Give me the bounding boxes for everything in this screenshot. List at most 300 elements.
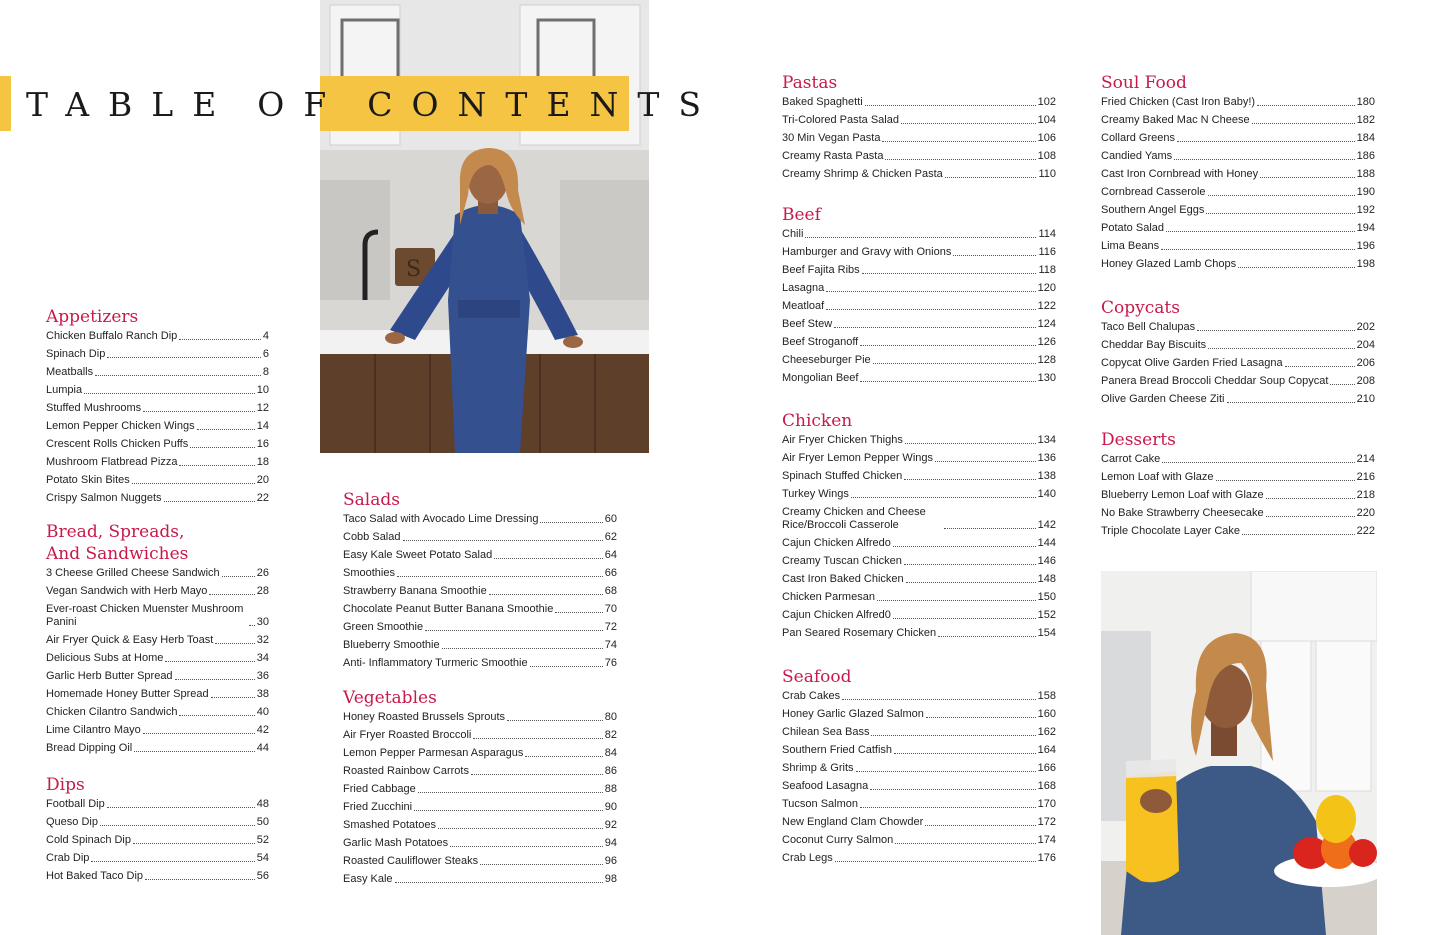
toc-entry[interactable] [46,798,269,811]
section-vegetables [343,687,617,891]
toc-entry-title: Hamburger and Gravy with Onions [782,246,952,258]
dot-leader [882,141,1035,142]
toc-entry-title: Cajun Chicken Alfred0 [782,609,891,621]
toc-entry[interactable] [782,318,1056,331]
toc-entry[interactable] [782,573,1056,586]
toc-entry[interactable] [782,852,1056,865]
toc-entry[interactable] [46,402,269,415]
toc-entry[interactable] [343,603,617,616]
toc-entry-page: 222 [1356,525,1375,537]
toc-entry[interactable] [343,837,617,850]
toc-entry[interactable] [343,729,617,742]
toc-entry-title: Easy Kale Sweet Potato Salad [343,549,493,561]
toc-entry-page: 92 [604,819,617,831]
dot-leader [132,483,255,484]
toc-entry-title: Cheeseburger Pie [782,354,871,366]
toc-entry[interactable] [343,855,617,868]
toc-entry-page: 206 [1356,357,1375,369]
toc-entry-title: Chicken Parmesan [782,591,875,603]
dot-leader [525,756,602,757]
dot-leader [1242,534,1355,535]
toc-entry-page: 98 [604,873,617,885]
toc-entry-page: 30 [256,616,269,628]
toc-entry-title: Crescent Rolls Chicken Puffs [46,438,189,450]
toc-entry-title: Cobb Salad [343,531,401,543]
dot-leader [871,735,1035,736]
toc-entry[interactable] [782,470,1056,483]
toc-entry[interactable] [782,354,1056,367]
toc-entry[interactable] [1101,471,1375,484]
toc-entry[interactable] [782,708,1056,721]
toc-entry-page: 142 [1037,519,1056,531]
toc-entry-title: Creamy Chicken and Cheese Rice/Broccoli Casserole [782,506,926,531]
toc-entry-page: 26 [256,567,269,579]
toc-entry[interactable] [782,246,1056,259]
dot-leader [925,825,1035,826]
toc-entry-page: 218 [1356,489,1375,501]
dot-leader [895,843,1035,844]
toc-entry-title: Creamy Tuscan Chicken [782,555,902,567]
toc-entry-title: Panera Bread Broccoli Cheddar Soup Copycat [1101,375,1329,387]
toc-entry[interactable] [46,330,269,343]
toc-entry-page: 146 [1037,555,1056,567]
toc-entry-title: Meatloaf [782,300,825,312]
toc-entry-page: 90 [604,801,617,813]
toc-entry[interactable] [1101,168,1375,181]
toc-entry[interactable] [1101,114,1375,127]
toc-entry-page: 82 [604,729,617,741]
toc-entry-page: 80 [604,711,617,723]
toc-entry[interactable] [46,706,269,719]
toc-entry-page: 116 [1038,246,1056,258]
toc-entry[interactable] [343,639,617,652]
dot-leader [179,715,254,716]
section-dips [46,774,269,888]
toc-entry[interactable] [1101,240,1375,253]
toc-entry-title: Chocolate Peanut Butter Banana Smoothie [343,603,554,615]
toc-entry-page: 144 [1037,537,1056,549]
title-word-table: TABLE [26,85,236,124]
toc-entry-title: Football Dip [46,798,105,810]
dot-leader [877,600,1036,601]
toc-entry[interactable] [46,634,269,647]
toc-entry[interactable] [46,816,269,829]
toc-entry-page: 50 [256,816,269,828]
toc-entry-title: Candied Yams [1101,150,1173,162]
toc-entry-page: 128 [1037,354,1056,366]
toc-entry[interactable] [343,513,617,526]
section-appetizers [46,306,269,510]
toc-entry[interactable] [782,488,1056,501]
toc-entry[interactable] [782,591,1056,604]
toc-entry-page: 214 [1356,453,1375,465]
dot-leader [1177,141,1355,142]
dot-leader [860,345,1035,346]
toc-entry-page: 4 [262,330,269,342]
toc-entry[interactable] [782,300,1056,313]
toc-entry-title: Mushroom Flatbread Pizza [46,456,178,468]
dot-leader [860,381,1035,382]
toc-entry-title: No Bake Strawberry Cheesecake [1101,507,1264,519]
toc-entry[interactable] [46,420,269,433]
toc-entry[interactable] [782,726,1056,739]
toc-entry-title: Lemon Loaf with Glaze [1101,471,1214,483]
dot-leader [805,237,1036,238]
toc-entry-page: 124 [1037,318,1056,330]
toc-entry-page: 196 [1356,240,1375,252]
dot-leader [904,479,1035,480]
toc-entry-title: Southern Angel Eggs [1101,204,1205,216]
toc-entry-page: 22 [256,492,269,504]
toc-entry-title: Fried Cabbage [343,783,416,795]
section-chicken [782,410,1056,645]
toc-entry[interactable] [343,567,617,580]
page-title [26,80,720,130]
section-title-pastas: Pastas [782,73,838,93]
toc-entry-page: 94 [604,837,617,849]
toc-entry-page: 114 [1038,228,1056,240]
toc-entry-title: Delicious Subs at Home [46,652,164,664]
toc-entry-title: Lima Beans [1101,240,1160,252]
toc-entry[interactable] [782,762,1056,775]
toc-entry-title: Tucson Salmon [782,798,859,810]
toc-entry-title: Carrot Cake [1101,453,1161,465]
dot-leader [906,582,1036,583]
toc-entry-title: Ever-roast Chicken Muenster Mushroom Panini [46,603,244,628]
dot-leader [1208,195,1355,196]
dot-leader [480,864,603,865]
toc-entry[interactable] [782,372,1056,385]
dot-leader [489,594,603,595]
toc-entry-page: 188 [1356,168,1375,180]
dot-leader [414,810,603,811]
section-title-copycats: Copycats [1101,298,1180,318]
toc-entry-page: 216 [1356,471,1375,483]
toc-entry-page: 70 [604,603,617,615]
toc-entry-page: 108 [1037,150,1056,162]
toc-entry[interactable] [782,96,1056,109]
toc-entry-page: 192 [1356,204,1375,216]
toc-entry[interactable] [1101,132,1375,145]
toc-entry-title: Lemon Pepper Chicken Wings [46,420,195,432]
dot-leader [403,540,603,541]
chef-photo-kitchen [320,0,649,453]
toc-entry[interactable] [46,670,269,683]
toc-entry-title: Air Fryer Lemon Pepper Wings [782,452,933,464]
toc-entry-title: Garlic Mash Potatoes [343,837,449,849]
toc-entry-page: 148 [1037,573,1056,585]
dot-leader [507,720,603,721]
dot-leader [885,159,1035,160]
toc-entry[interactable] [46,438,269,451]
chef-photo-orange-juice-art [1101,571,1377,935]
toc-entry-page: 76 [604,657,617,669]
chef-photo-kitchen-art [320,0,649,453]
section-beef [782,204,1056,390]
section-title-desserts: Desserts [1101,430,1176,450]
toc-entry[interactable] [1101,375,1375,388]
toc-entry[interactable] [1101,453,1375,466]
toc-entry-page: 138 [1037,470,1056,482]
toc-entry-page: 182 [1356,114,1375,126]
toc-entry[interactable] [46,585,269,598]
toc-entry[interactable] [782,506,1056,532]
dot-leader [107,357,261,358]
dot-leader [197,429,255,430]
toc-entry-title: Southern Fried Catfish [782,744,893,756]
toc-entry[interactable] [343,531,617,544]
toc-entry[interactable] [1101,96,1375,109]
toc-entry-page: 18 [256,456,269,468]
dot-leader [438,828,603,829]
toc-entry[interactable] [782,114,1056,127]
toc-entry-title: Collard Greens [1101,132,1175,144]
dot-leader [1206,213,1354,214]
dot-leader [473,738,602,739]
toc-entry[interactable] [46,688,269,701]
toc-entry[interactable] [782,168,1056,181]
toc-entry-page: 14 [256,420,269,432]
toc-entry[interactable] [1101,222,1375,235]
toc-entry[interactable] [1101,258,1375,271]
dot-leader [865,105,1036,106]
toc-entry[interactable] [1101,525,1375,538]
toc-entry-page: 130 [1037,372,1056,384]
toc-entry[interactable] [343,585,617,598]
toc-entry[interactable] [46,474,269,487]
toc-entry[interactable] [782,282,1056,295]
toc-entry-title: Cheddar Bay Biscuits [1101,339,1207,351]
dot-leader [145,879,255,880]
toc-entry-title: Lasagna [782,282,825,294]
toc-entry[interactable] [1101,150,1375,163]
toc-entry[interactable] [782,336,1056,349]
toc-entry-title: Stuffed Mushrooms [46,402,142,414]
dot-leader [215,643,254,644]
dot-leader [442,648,603,649]
toc-entry[interactable] [46,724,269,737]
toc-entry-page: 194 [1356,222,1375,234]
toc-entry[interactable] [1101,339,1375,352]
toc-entry-page: 16 [256,438,269,450]
toc-entry[interactable] [343,657,617,670]
dot-leader [905,443,1036,444]
toc-entry-title: Olive Garden Cheese Ziti [1101,393,1225,405]
toc-entry-page: 152 [1037,609,1056,621]
dot-leader [1161,249,1355,250]
toc-entry-title: Beef Stroganoff [782,336,859,348]
toc-entry[interactable] [46,603,269,629]
toc-entry-page: 28 [256,585,269,597]
toc-entry-title: Air Fryer Chicken Thighs [782,434,903,446]
toc-entry[interactable] [343,765,617,778]
section-bread-spreads-sandwiches [46,521,269,760]
toc-entry[interactable] [46,852,269,865]
toc-entry-title: Meatballs [46,366,94,378]
toc-entry[interactable] [782,555,1056,568]
toc-entry-page: 86 [604,765,617,777]
toc-entry-page: 140 [1037,488,1056,500]
toc-entry-title: Chicken Buffalo Ranch Dip [46,330,178,342]
toc-entry-title: Tri-Colored Pasta Salad [782,114,899,126]
toc-entry[interactable] [343,549,617,562]
section-title-beef: Beef [782,205,821,225]
dot-leader [222,576,255,577]
toc-entry-page: 168 [1037,780,1056,792]
dot-leader [395,882,603,883]
dot-leader [107,807,255,808]
toc-entry-page: 172 [1037,816,1056,828]
toc-entry[interactable] [343,801,617,814]
toc-entry-title: Anti- Inflammatory Turmeric Smoothie [343,657,528,669]
toc-entry-title: Turkey Wings [782,488,849,500]
toc-entry[interactable] [782,627,1056,640]
toc-entry-page: 32 [256,634,269,646]
toc-entry[interactable] [782,228,1056,241]
toc-entry-page: 160 [1037,708,1056,720]
toc-entry-title: Blueberry Smoothie [343,639,440,651]
toc-entry[interactable] [782,834,1056,847]
toc-entry[interactable] [343,747,617,760]
dot-leader [425,630,603,631]
toc-entry-title: Crab Dip [46,852,90,864]
dot-leader [190,447,255,448]
toc-entry[interactable] [1101,204,1375,217]
toc-entry-title: Roasted Cauliflower Steaks [343,855,479,867]
toc-entry[interactable] [782,537,1056,550]
dot-leader [945,177,1037,178]
toc-entry-page: 204 [1356,339,1375,351]
toc-entry-page: 74 [604,639,617,651]
toc-entry[interactable] [46,567,269,580]
dot-leader [842,699,1036,700]
toc-entry-page: 44 [256,742,269,754]
toc-entry-title: Creamy Rasta Pasta [782,150,884,162]
toc-entry[interactable] [1101,489,1375,502]
toc-entry[interactable] [782,132,1056,145]
toc-entry[interactable] [1101,357,1375,370]
toc-entry-page: 62 [604,531,617,543]
toc-entry[interactable] [782,434,1056,447]
toc-entry-title: Coconut Curry Salmon [782,834,894,846]
toc-entry[interactable] [1101,507,1375,520]
dot-leader [1208,348,1354,349]
toc-entry[interactable] [782,798,1056,811]
dot-leader [530,666,603,667]
toc-entry-title: Green Smoothie [343,621,424,633]
toc-entry-page: 158 [1037,690,1056,702]
dot-leader [143,733,255,734]
toc-entry-page: 150 [1037,591,1056,603]
dot-leader [100,825,255,826]
toc-entry[interactable] [46,348,269,361]
toc-entry-page: 6 [262,348,269,360]
section-title-chicken: Chicken [782,411,853,431]
toc-entry-title: Bread Dipping Oil [46,742,133,754]
dot-leader [1166,231,1355,232]
toc-entry[interactable] [46,652,269,665]
dot-leader [450,846,603,847]
toc-entry[interactable] [46,384,269,397]
toc-entry-title: Spinach Stuffed Chicken [782,470,903,482]
dot-leader [904,564,1036,565]
toc-entry-title: Taco Salad with Avocado Lime Dressing [343,513,539,525]
cutting-board-letter: S [406,257,422,282]
dot-leader [165,661,254,662]
section-copycats [1101,297,1375,411]
dot-leader [1285,366,1355,367]
toc-entry[interactable] [46,742,269,755]
toc-entry[interactable] [46,834,269,847]
toc-entry-page: 34 [256,652,269,664]
toc-entry-page: 42 [256,724,269,736]
dot-leader [1162,462,1354,463]
toc-entry-page: 166 [1037,762,1056,774]
toc-entry-title: Honey Glazed Lamb Chops [1101,258,1237,270]
toc-entry[interactable] [1101,186,1375,199]
dot-leader [873,363,1036,364]
toc-entry-title: Lime Cilantro Mayo [46,724,141,736]
toc-entry-title: Chili [782,228,804,240]
toc-entry[interactable] [782,744,1056,757]
dot-leader [133,843,255,844]
dot-leader [851,497,1036,498]
dot-leader [870,789,1035,790]
toc-entry-title: Cornbread Casserole [1101,186,1206,198]
toc-entry-page: 36 [256,670,269,682]
toc-entry[interactable] [782,452,1056,465]
toc-entry-title: Garlic Herb Butter Spread [46,670,173,682]
toc-entry-title: Potato Salad [1101,222,1164,234]
toc-entry[interactable] [782,264,1056,277]
section-seafood [782,666,1056,870]
toc-entry[interactable] [46,492,269,505]
toc-entry-title: Seafood Lasagna [782,780,869,792]
toc-entry[interactable] [343,873,617,886]
dot-leader [1174,159,1355,160]
toc-entry[interactable] [782,780,1056,793]
section-title-salads: Salads [343,490,400,510]
toc-entry-page: 184 [1356,132,1375,144]
title-accent-bar [0,76,11,131]
dot-leader [494,558,603,559]
toc-entry[interactable] [46,456,269,469]
toc-entry[interactable] [1101,393,1375,406]
dot-leader [826,309,1035,310]
toc-entry[interactable] [782,150,1056,163]
dot-leader [1260,177,1355,178]
section-pastas [782,72,1056,186]
toc-entry[interactable] [782,609,1056,622]
toc-entry-title: Lumpia [46,384,83,396]
toc-entry[interactable] [343,621,617,634]
toc-entry[interactable] [343,783,617,796]
toc-entry-page: 96 [604,855,617,867]
toc-entry[interactable] [343,819,617,832]
dot-leader [856,771,1036,772]
toc-entry[interactable] [782,816,1056,829]
toc-entry[interactable] [46,366,269,379]
toc-entry[interactable] [1101,321,1375,334]
toc-entry-title: Cajun Chicken Alfredo [782,537,891,549]
toc-entry[interactable] [782,690,1056,703]
toc-entry[interactable] [343,711,617,724]
toc-entry-title: Easy Kale [343,873,393,885]
toc-entry-title: Spinach Dip [46,348,106,360]
toc-entry-title: Chilean Sea Bass [782,726,870,738]
dot-leader [901,123,1036,124]
toc-entry[interactable] [46,870,269,883]
